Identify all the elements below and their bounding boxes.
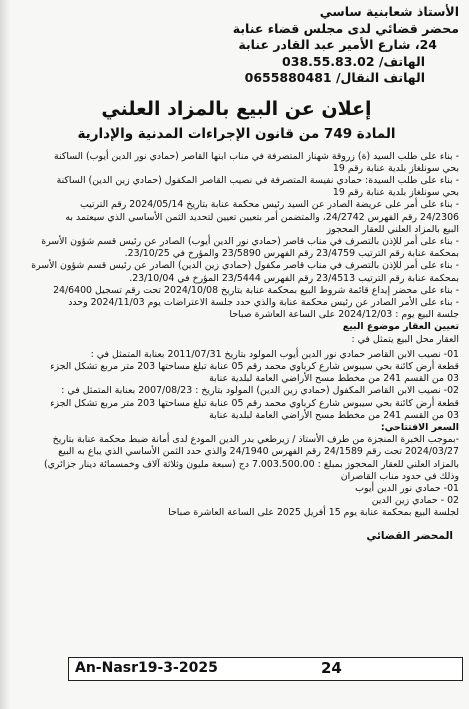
bailiff-title: محضر قضائي لدى مجلس قضاء عنابة	[232, 20, 459, 36]
newspaper-issue-date: An-Nasr19-3-2025	[75, 660, 218, 676]
body-line: 01- نصيب الابن القاصر حمادي نور الدين أيوب المولود بتاريخ 2011/07/31 بعنابة المتمثل في :	[90, 348, 459, 360]
announcement-content	[14, 4, 459, 542]
body-line: وذلك في حدود مناب القاصران	[340, 470, 459, 482]
body-line: - بناء على طلب السيد (ة) زروقة شهناز المتصرفة في مناب ابنها القاصر (حمادي نور الدين أيوب) الساكنة	[54, 150, 459, 162]
body-line: - بناء على أمر للإذن بالتصرف في مناب قاصر (حمادي نور الدين أيوب) الصادر عن رئيس قسم شؤون الأسرة	[41, 235, 459, 247]
body-line: بمحكمة عنابة رقم الترتيب 23/4513 رقم الفهرس 23/5444 المؤرخ في 23/10/04.	[129, 272, 459, 284]
section-heading: تعيين العقار موضوع البيع	[342, 321, 459, 333]
announcement-body	[14, 151, 459, 520]
announcement-title: إعلان عن البيع بالمزاد العلني	[101, 97, 372, 120]
body-line: - بناء على أمر على عريضة الصادر عن السيد رئيس محكمة عنابة بتاريخ 2024/05/14 رقم الترتيب	[79, 199, 459, 211]
body-line: 2024/03/27 تحت رقم 24/1589 رقم الفهرس 24/1940 والذي حدد الثمن الأساسي الذي يباع به البيع	[58, 446, 459, 458]
body-line: - بناء على محضر إيداع قائمة شروط البيع بمحكمة عنابة بتاريخ 2024/10/08 تحت رقم تسجيل 24/6400	[53, 284, 459, 296]
body-line: 03 من القسم 241 من مخطط مسح الأراضي العامة لبلدية عنابة	[209, 409, 459, 421]
body-line: 03 من القسم 241 من مخطط مسح الأراضي العامة لبلدية عنابة	[209, 373, 459, 385]
body-line: 02 - حمادي زين الدين	[371, 495, 459, 507]
scan-shadow	[0, 0, 10, 709]
body-line: -بموجب الخبرة المنجزة من طرف الأستاذ / زيرطعي بدر الدين المودع لدى أمانة ضبط محكمة عنابة بتاريخ	[52, 434, 459, 446]
announcement-subtitle: المادة 749 من قانون الإجراءات المدنية والإدارية	[77, 125, 396, 142]
body-line: - بناء على طلب السيدة: حمادي نفيسة المتصرفة في نصيب القاصر المكفول (حمادي زين الدين) الساكنة	[56, 174, 459, 186]
newspaper-footer	[68, 657, 463, 681]
body-line: بالمزاد العلني للعقار المحجوز بمبلغ : 7.003.500.00 دج (سبعة مليون وثلاثة آلاف وخمسمائة دينار جزائري)	[43, 458, 459, 470]
body-line: جلسة البيع يوم : 2024/12/03 على الساعة العاشرة صباحا	[229, 309, 459, 321]
body-line: - بناء على أمر للإذن بالتصرف في مناب قاصر مكفول (حمادي زين الدين) الصادر عن رئيس قسم شؤون الأسرة	[31, 260, 459, 272]
body-line: بمحكمة عنابة رقم الترتيب 23/4759 رقم الفهرس 23/5890 والمؤرخ في 23/10/25.	[124, 248, 459, 260]
signature-line: المحضر القضائي	[366, 529, 453, 542]
body-line: البيع بالمزاد العلني للعقار المحجوز	[326, 223, 459, 235]
body-line: بحي سونلغاز بلدية عنابة رقم 19	[332, 162, 459, 174]
page-number: 24	[321, 659, 342, 677]
body-line: قطعة أرض كائنة بحي سيبوس شارع كرباوي محمد رقم 05 عنابة تبلغ مساحتها 203 متر مربع تشكل الجزء	[50, 360, 459, 372]
bailiff-name: الأستاذ شعابنية ساسي	[319, 4, 459, 19]
body-line: 24/2306 رقم الفهرس 24/2742، والمتضمن أمر بتعيين تعيين لتحديد الثمن الأساسي الذي سيعتمد به	[65, 211, 459, 223]
section-heading: السعر الافتتاحي:	[380, 421, 459, 433]
bailiff-mobile: الهاتف النقال/ 0655880481	[244, 70, 425, 85]
bailiff-phone: الهاتف/ 038.55.83.02	[282, 53, 425, 69]
body-line: قطعة أرض كائنة بحي سيبوس شارع كرباوي محمد رقم 05 عنابة تبلغ مساحتها 203 متر مربع تشكل الجزء	[50, 397, 459, 409]
body-line: 02- نصيب الابن القاصر المكفول (حمادي زين الدين) المولود بتاريخ : 2007/08/23 بعنابة المتمثل في :	[61, 385, 459, 397]
body-line: بحي سونلغاز بلدية عنابة رقم 19	[332, 187, 459, 199]
bailiff-address: 24، شارع الأمير عبد القادر عنابة	[238, 37, 437, 52]
body-line: العقار محل البيع يتمثل في :	[351, 333, 459, 345]
body-line: 01- حمادي نور الدين أيوب	[355, 482, 459, 494]
body-line: - بناء على الأمر الصادر عن رئيس محكمة عنابة والذي حدد جلسة الاعتراضات يوم 2024/11/03 وحدد	[68, 296, 459, 308]
body-line: لجلسة البيع بمحكمة عنابة يوم 15 أفريل 2025 على الساعة العاشرة صباحا	[168, 507, 459, 519]
